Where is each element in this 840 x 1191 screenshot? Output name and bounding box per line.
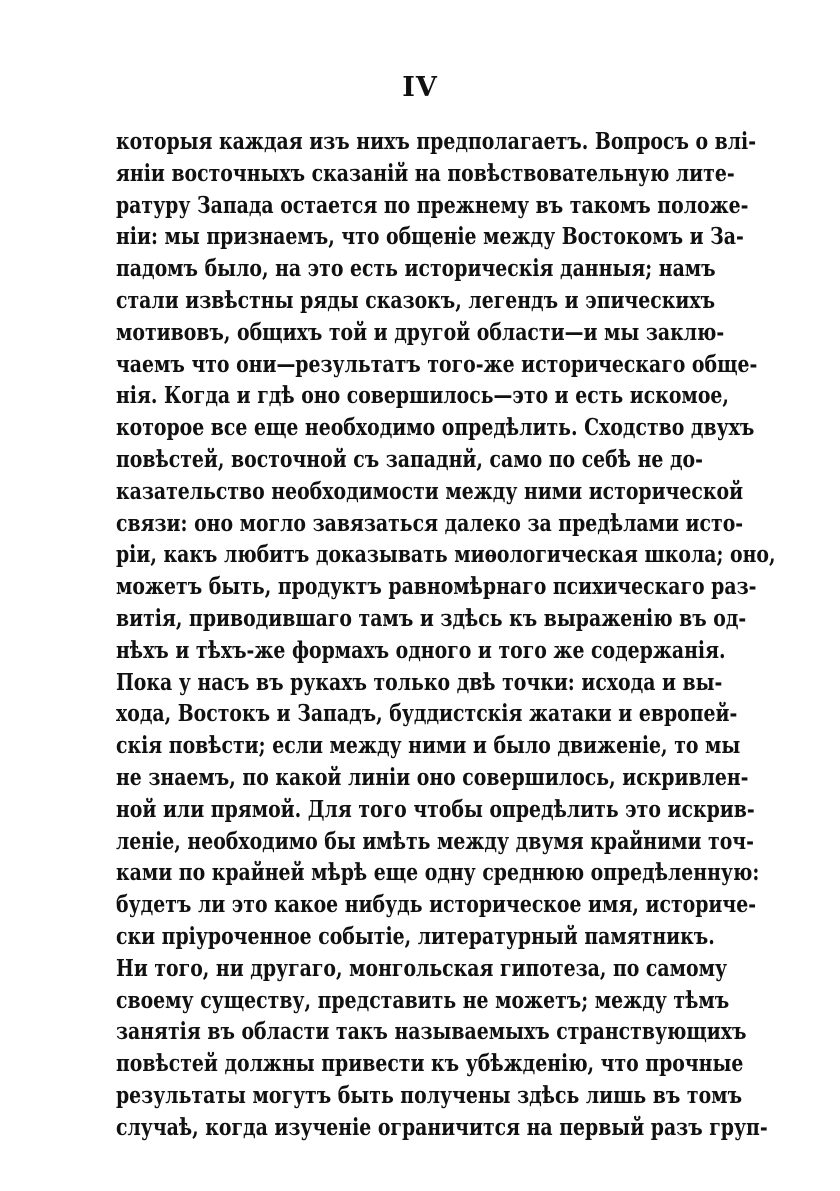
text-line: стали извѣстны ряды сказокъ, легендъ и эпическихъ (116, 286, 716, 314)
text-line: повѣстей должны привести къ убѣжденію, что прочные (116, 1050, 744, 1078)
text-line: ріи, какъ любитъ доказывать миѳологическая школа; оно, (116, 541, 776, 569)
text-line: случаѣ, когда изученіе ограничится на первый разъ груп- (116, 1113, 768, 1141)
text-line: яніи восточныхъ сказаній на повѣствовательную лите- (116, 159, 735, 187)
text-line: витія, приводившаго тамъ и здѣсь къ выраженію въ од- (116, 604, 747, 632)
page-number: IV (402, 72, 438, 103)
text-line: ками по крайней мѣрѣ еще одну среднюю опредѣленную: (116, 859, 760, 887)
text-line: занятія въ области такъ называемыхъ странствующихъ (116, 1018, 747, 1046)
body-text (116, 126, 776, 1144)
text-line: ратуру Запада остается по прежнему въ такомъ положе- (116, 191, 749, 219)
text-line: мотивовъ, общихъ той и другой области—и мы заклю- (116, 318, 725, 346)
text-line: ніи: мы признаемъ, что общеніе между Востокомъ и За- (116, 223, 744, 251)
text-line: своему существу, представить не можетъ; между тѣмъ (116, 986, 730, 1014)
text-line: скія повѣсти; если между ними и было движеніе, то мы (116, 732, 741, 760)
text-line: можетъ быть, продуктъ равномѣрнаго психическаго раз- (116, 573, 757, 601)
text-line: падомъ было, на это есть историческія данныя; намъ (116, 255, 716, 283)
text-line: леніе, необходимо бы имѣть между двумя крайними точ- (116, 827, 754, 855)
text-line: ной или прямой. Для того чтобы опредѣлить это искрив- (116, 795, 755, 823)
text-line: повѣстей, восточной съ западнй, само по себѣ не до- (116, 445, 703, 473)
text-line: хода, Востокъ и Западъ, буддистскія жатаки и европей- (116, 700, 738, 728)
text-line: ски пріуроченное событіе, литературный памятникъ. (116, 922, 715, 950)
text-line: нія. Когда и гдѣ оно совершилось—это и есть искомое, (116, 382, 729, 410)
text-line: Пока у насъ въ рукахъ только двѣ точки: исхода и вы- (116, 668, 723, 696)
text-line: чаемъ что они—результатъ того-же историческаго обще- (116, 350, 758, 378)
text-line: не знаемъ, по какой линіи оно совершилось, искривлен- (116, 763, 749, 791)
text-line: связи: оно могло завязаться далеко за предѣлами исто- (116, 509, 744, 537)
text-line: будетъ ли это какое нибудь историческое имя, историче- (116, 891, 757, 919)
text-line: нѣхъ и тѣхъ-же формахъ одного и того же содержанія. (116, 636, 726, 664)
text-line: казательство необходимости между ними исторической (116, 477, 744, 505)
text-line: результаты могутъ быть получены здѣсь лишь въ томъ (116, 1081, 743, 1109)
text-line: которыя каждая изъ нихъ предполагаетъ. Вопросъ о влі- (116, 128, 757, 155)
text-line: Ни того, ни другаго, монгольская гипотеза, по самому (116, 954, 728, 982)
text-line: которое все еще необходимо опредѣлить. Сходство двухъ (116, 414, 755, 442)
